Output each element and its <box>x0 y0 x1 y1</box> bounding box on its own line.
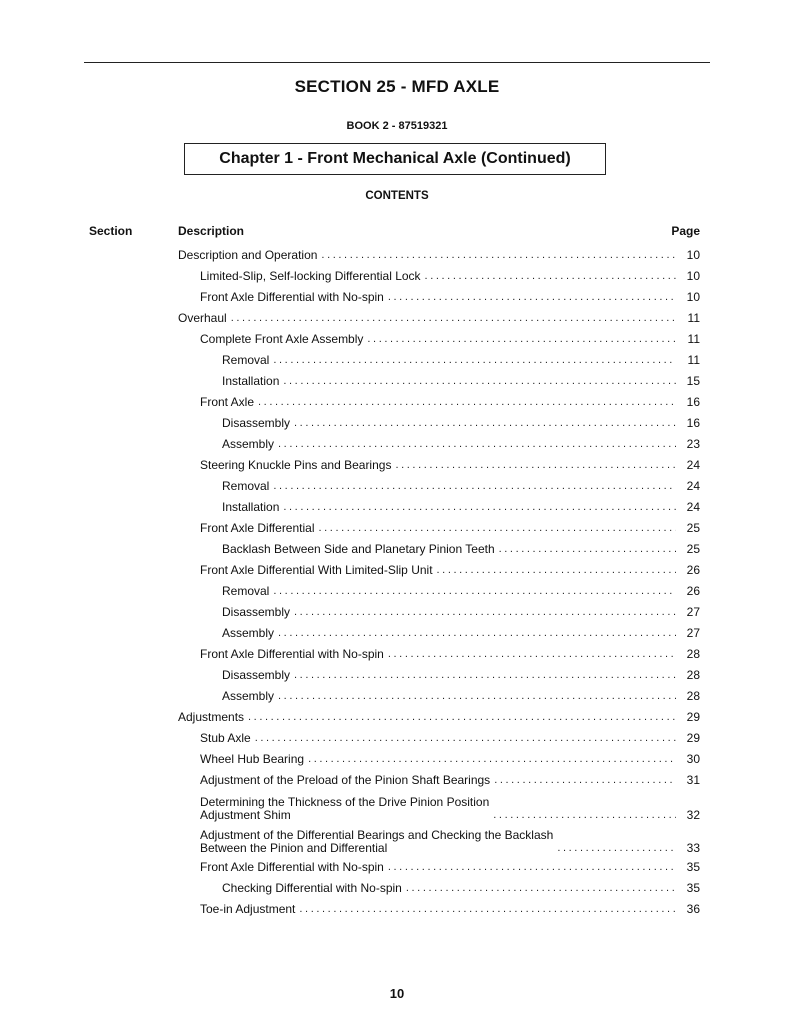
dot-leader <box>319 522 677 535</box>
chapter-title: Chapter 1 - Front Mechanical Axle (Continued) <box>219 150 571 167</box>
toc-entry[interactable] <box>178 371 700 392</box>
toc-entry-title: Stub Axle <box>200 731 251 745</box>
toc-entry-page: 16 <box>686 416 700 430</box>
toc-entry-page: 30 <box>686 752 700 766</box>
toc-entry[interactable] <box>178 602 700 623</box>
toc-entry-title: Front Axle Differential With Limited-Slip Unit <box>200 563 433 577</box>
page-number: 10 <box>389 986 405 1001</box>
dot-leader <box>425 270 676 283</box>
dot-leader <box>255 732 676 745</box>
toc-entry-page: 26 <box>686 584 700 598</box>
dot-leader <box>493 809 676 822</box>
toc-entry-page: 11 <box>687 353 700 367</box>
dot-leader <box>388 291 676 304</box>
dot-leader <box>278 690 676 703</box>
toc-entry-title: Steering Knuckle Pins and Bearings <box>200 458 392 472</box>
toc-entry-page: 32 <box>686 808 700 822</box>
toc-entry[interactable] <box>178 497 700 518</box>
toc-entry[interactable] <box>178 686 700 707</box>
toc-entry[interactable] <box>178 707 700 728</box>
toc-entry[interactable] <box>178 455 700 476</box>
column-header-description: Description <box>178 224 245 238</box>
toc-entry-page: 35 <box>686 860 700 874</box>
contents-heading: CONTENTS <box>365 190 429 202</box>
dot-leader <box>321 249 676 262</box>
toc-entry-title: Front Axle Differential with No-spin <box>200 860 384 874</box>
toc-entry-page: 11 <box>687 332 700 346</box>
toc-entry-page: 33 <box>686 841 700 855</box>
dot-leader <box>388 861 676 874</box>
toc-entry-page: 10 <box>686 290 700 304</box>
top-rule <box>84 62 710 63</box>
dot-leader <box>557 842 676 855</box>
toc-entry-title: Assembly <box>222 689 275 703</box>
toc-entry-page: 25 <box>686 521 700 535</box>
toc-entry[interactable] <box>178 476 700 497</box>
toc-entry-page: 11 <box>687 311 700 325</box>
toc-entry[interactable] <box>178 728 700 749</box>
dot-leader <box>231 312 676 325</box>
column-header-section: Section <box>89 224 133 238</box>
toc-entry[interactable] <box>178 329 700 350</box>
toc-entry-page: 23 <box>686 437 700 451</box>
toc-entry[interactable] <box>178 581 700 602</box>
dot-leader <box>273 354 676 367</box>
toc-entry-title: Determining the Thickness of the Drive Pinion Position Adjustment Shim <box>200 795 490 822</box>
toc-entry-title: Wheel Hub Bearing <box>200 752 305 766</box>
toc-entry-title: Disassembly <box>222 668 291 682</box>
toc-entry-page: 24 <box>686 500 700 514</box>
toc-entry-title: Overhaul <box>178 311 227 325</box>
toc-entry[interactable] <box>178 878 700 899</box>
dot-leader <box>367 333 676 346</box>
toc-entry[interactable] <box>178 266 700 287</box>
toc-entry-page: 31 <box>686 773 700 787</box>
dot-leader <box>395 459 676 472</box>
toc-entry-title: Installation <box>222 500 280 514</box>
toc-entry-title: Complete Front Axle Assembly <box>200 332 364 346</box>
toc-entry-title: Removal <box>222 479 270 493</box>
toc-entry-page: 10 <box>686 248 700 262</box>
toc-entry-title: Removal <box>222 584 270 598</box>
toc-entry-title: Adjustment of the Differential Bearings and Checking the Backlash Between the Pinion and Differential <box>200 828 554 855</box>
toc-entry[interactable] <box>178 413 700 434</box>
toc-entry-page: 10 <box>686 269 700 283</box>
toc-entry[interactable] <box>178 434 700 455</box>
dot-leader <box>248 711 676 724</box>
toc-entry-title: Assembly <box>222 626 275 640</box>
toc-entry-title: Assembly <box>222 437 275 451</box>
toc-entry-title: Front Axle Differential with No-spin <box>200 647 384 661</box>
chapter-box <box>184 143 606 175</box>
dot-leader <box>437 564 676 577</box>
toc-entry[interactable] <box>178 623 700 644</box>
toc-entry-page: 26 <box>686 563 700 577</box>
toc-entry[interactable] <box>178 308 700 329</box>
toc-entry-title: Installation <box>222 374 280 388</box>
toc-entry[interactable] <box>178 665 700 686</box>
toc-entry[interactable] <box>178 539 700 560</box>
toc-entry[interactable] <box>178 392 700 413</box>
toc-entry-page: 29 <box>686 710 700 724</box>
toc-entry-page: 15 <box>686 374 700 388</box>
toc-entry-title: Front Axle Differential <box>200 521 315 535</box>
section-title: SECTION 25 - MFD AXLE <box>294 77 500 96</box>
toc-entry[interactable] <box>178 899 700 920</box>
toc-entry-page: 28 <box>686 689 700 703</box>
dot-leader <box>278 438 676 451</box>
toc-entry-page: 25 <box>686 542 700 556</box>
toc-entry-page: 24 <box>686 458 700 472</box>
dot-leader <box>283 375 676 388</box>
dot-leader <box>278 627 676 640</box>
dot-leader <box>258 396 676 409</box>
toc-entry-page: 35 <box>686 881 700 895</box>
toc-entry-title: Front Axle Differential with No-spin <box>200 290 384 304</box>
toc-entry[interactable] <box>178 857 700 878</box>
column-header-page: Page <box>671 224 700 238</box>
dot-leader <box>308 753 676 766</box>
toc-entry-page: 28 <box>686 668 700 682</box>
toc-entry-page: 29 <box>686 731 700 745</box>
toc-entry-title: Checking Differential with No-spin <box>222 881 402 895</box>
dot-leader <box>273 480 676 493</box>
toc-entry-page: 27 <box>686 605 700 619</box>
dot-leader <box>388 648 676 661</box>
toc-entry-page: 16 <box>686 395 700 409</box>
dot-leader <box>494 774 676 787</box>
dot-leader <box>499 543 676 556</box>
dot-leader <box>273 585 676 598</box>
toc-entry[interactable] <box>178 245 700 266</box>
toc-entry-title: Backlash Between Side and Planetary Pinion Teeth <box>222 542 495 556</box>
toc-entry-title: Limited-Slip, Self-locking Differential Lock <box>200 269 421 283</box>
dot-leader <box>283 501 676 514</box>
toc-entry-title: Front Axle <box>200 395 255 409</box>
dot-leader <box>294 669 676 682</box>
toc-entry[interactable] <box>178 749 700 770</box>
book-number: BOOK 2 - 87519321 <box>346 120 448 132</box>
toc-entry-title: Adjustment of the Preload of the Pinion Shaft Bearings <box>200 773 491 787</box>
table-of-contents <box>178 245 700 920</box>
dot-leader <box>294 417 676 430</box>
toc-entry[interactable] <box>178 287 700 308</box>
dot-leader <box>294 606 676 619</box>
toc-entry-title: Disassembly <box>222 416 291 430</box>
toc-entry[interactable] <box>178 791 700 824</box>
toc-entry-page: 36 <box>686 902 700 916</box>
toc-entry-title: Removal <box>222 353 270 367</box>
toc-entry-page: 28 <box>686 647 700 661</box>
toc-entry-title: Toe-in Adjustment <box>200 902 296 916</box>
toc-entry[interactable] <box>178 644 700 665</box>
toc-entry-title: Disassembly <box>222 605 291 619</box>
dot-leader <box>406 882 676 895</box>
toc-entry[interactable] <box>178 560 700 581</box>
toc-entry-title: Description and Operation <box>178 248 318 262</box>
toc-entry-title: Adjustments <box>178 710 245 724</box>
toc-entry[interactable] <box>178 770 700 791</box>
toc-entry-page: 27 <box>686 626 700 640</box>
toc-entry[interactable] <box>178 350 700 371</box>
toc-entry-page: 24 <box>686 479 700 493</box>
dot-leader <box>299 903 676 916</box>
toc-entry[interactable] <box>178 824 700 857</box>
toc-entry[interactable] <box>178 518 700 539</box>
